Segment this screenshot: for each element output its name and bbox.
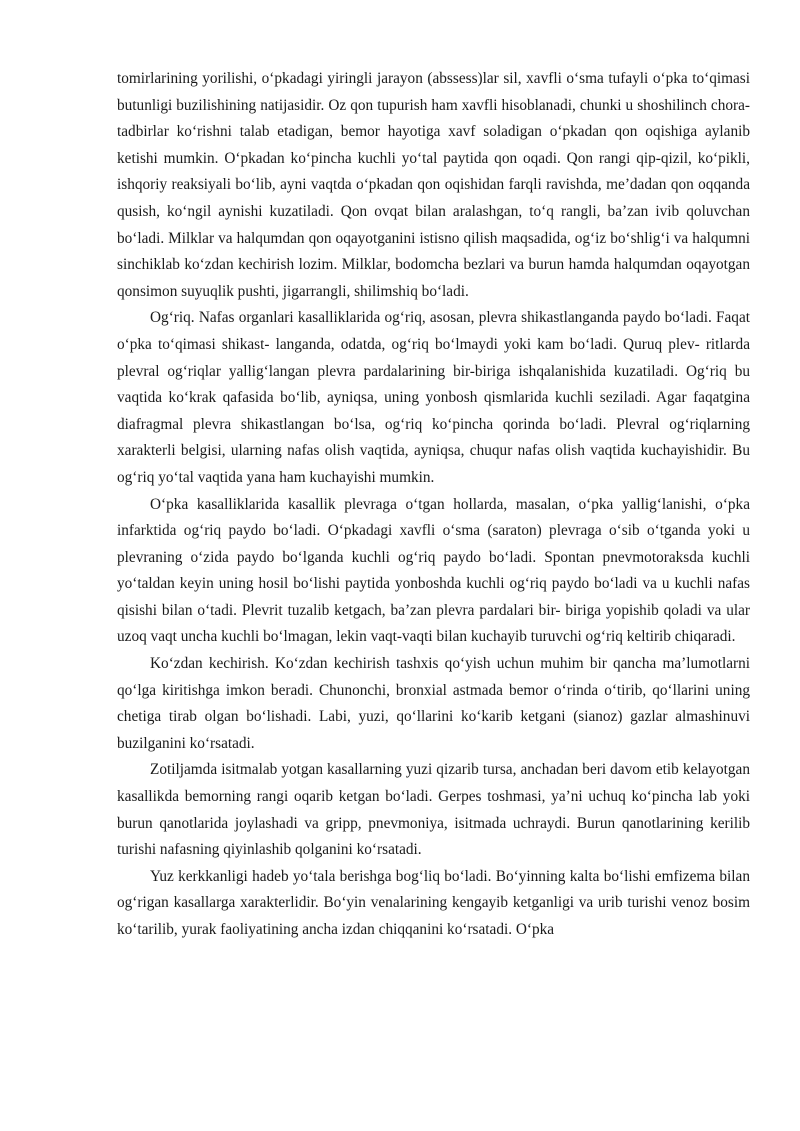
document-page bbox=[117, 66, 750, 944]
paragraph-lung-diseases: O‘pka kasalliklarida kasallik plevraga o‘tgan hollarda, masalan, o‘pka yallig‘lanishi, o‘pka infarktida og‘riq paydo bo‘ladi. O‘pkadagi xavfli o‘sma (saraton) plevraga o‘sib o‘tganda yoki u plevraning o‘zida paydo bo‘lganda kuchli og‘riq paydo bo‘ladi. Spontan pnevmotoraksda kuchli yo‘taldan keyin uning hosil bo‘lishi paytida yonboshda kuchli og‘riq paydo bo‘ladi va u kuchli nafas qisishi bilan o‘tadi. Plevrit tuzalib ketgach, ba’zan plevra pardalari bir- biriga yopishib qoladi va ular uzoq vaqt uncha kuchli bo‘lmagan, lekin vaqt-vaqti bilan kuchayib turuvchi og‘riq keltirib chiqaradi. bbox=[117, 495, 750, 646]
paragraph-face-neck: Yuz kerkkanligi hadeb yo‘tala berishga bog‘liq bo‘ladi. Bo‘yinning kalta bo‘lishi emfizema bilan og‘rigan kasallarga xarakterlidir. Bo‘yin venalarining kengayib ketganligi va urib turishi venoz bosim ko‘tarilib, yurak faoliyatining ancha izdan chiqqanini ko‘rsatadi. O‘pka bbox=[117, 867, 750, 938]
paragraph-pneumonia: Zotiljamda isitmalab yotgan kasallarning yuzi qizarib tursa, anchadan beri davom etib kelayotgan kasallikda bemorning rangi oqarib ketgan bo‘ladi. Gerpes toshmasi, ya’ni uchuq ko‘pincha lab yoki burun qanotlarida joylashadi va gripp, pnevmoniya, isitmada uchraydi. Burun qanotlarining kerilib turishi nafasning qiyinlashib qolganini ko‘rsatadi. bbox=[117, 761, 750, 859]
paragraph-intro: tomirlarining yorilishi, o‘pkadagi yiringli jarayon (abssess)lar sil, xavfli o‘sma tufayli o‘pka to‘qimasi butunligi buzilishining natijasidir. Oz qon tupurish ham xavfli hisoblanadi, chunki u shoshilinch chora- tadbirlar ko‘rishni talab etadigan, bemor hayotiga xavf soladigan o‘pkadan qon oqishiga aylanib ketishi mumkin. O‘pkadan ko‘pincha kuchli yo‘tal paytida qon oqadi. Qon rangi qip-qizil, ko‘pikli, ishqoriy reaksiyali bo‘lib, ayni vaqtda o‘pkadan qon oqishidan farqli ravishda, me’dadan qon oqqanda qusish, ko‘ngil aynishi kuzatiladi. Qon ovqat bilan aralashgan, to‘q rangli, ba’zan ivib qoluvchan bo‘ladi. Milklar va halqumdan qon oqayotganini istisno qilish maqsadida, og‘iz bo‘shlig‘i va halqumni sinchiklab ko‘zdan kechirish lozim. Milklar, bodomcha bezlari va burun hamda halqumdan oqayotgan qonsimon suyuqlik pushti, jigarrangli, shilimshiq bo‘ladi. bbox=[117, 70, 750, 300]
paragraph-pain: Og‘riq. Nafas organlari kasalliklarida og‘riq, asosan, plevra shikastlanganda paydo bo‘ladi. Faqat o‘pka to‘qimasi shikast- langanda, odatda, og‘riq bo‘lmaydi yoki kam bo‘ladi. Quruq plev- ritlarda plevral og‘riqlar yallig‘langan plevra pardalarining bir-biriga ishqalanishida kuzatiladi. Og‘riq bu vaqtida ko‘krak qafasida bo‘lib, ayniqsa, uning yonbosh qismlarida kuchli seziladi. Agar faqatgina diafragmal plevra shikastlangan bo‘lsa, og‘riq ko‘pincha qorinda bo‘ladi. Plevral og‘riqlarning xarakterli belgisi, ularning nafas olish vaqtida, ayniqsa, chuqur nafas olish vaqtida kuchayishidir. Bu og‘riq yo‘tal vaqtida yana ham kuchayishi mumkin. bbox=[117, 309, 750, 486]
paragraph-examination: Ko‘zdan kechirish. Ko‘zdan kechirish tashxis qo‘yish uchun muhim bir qancha ma’lumotlarni qo‘lga kiritishga imkon beradi. Chunonchi, bronxial astmada bemor o‘rinda o‘tirib, qo‘llarini uning chetiga tirab olgan bo‘lishadi. Labi, yuzi, qo‘llarini ko‘karib ketgani (sianoz) gazlar almashinuvi buzilganini ko‘rsatadi. bbox=[117, 655, 750, 752]
